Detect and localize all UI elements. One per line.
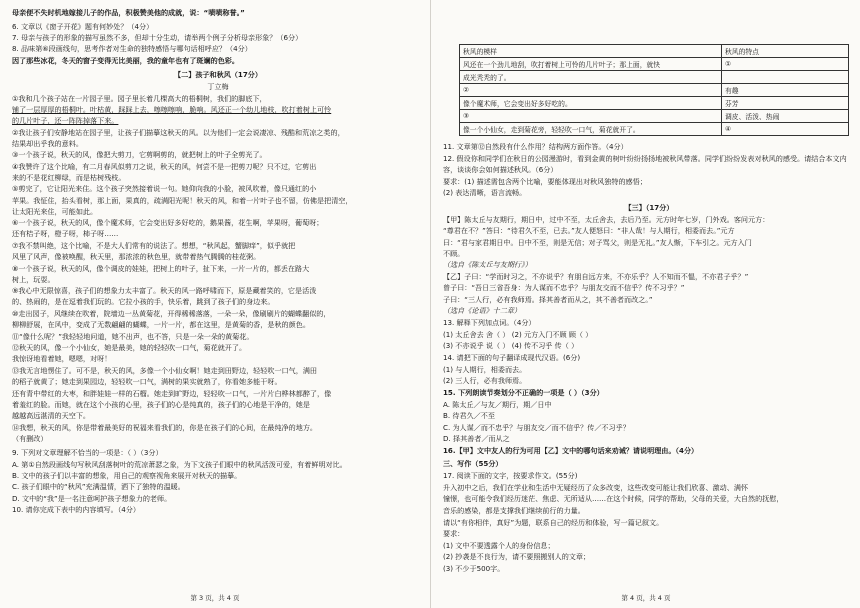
- text-line: 柳柳舒展，在风中，变成了无数翩翩的蝴蝶，一片一片，都在这里，是黄菊的香，是秋的颜色。: [12, 320, 310, 329]
- text-line: ⑩走出园子，风继续在吹着，院墙边一丛黄菊花，开得稀稀落落，一朵一朵，像刷刷片的蝴蝶翻似的，: [12, 309, 331, 318]
- text-line: C. 为人谋／而不忠乎？与朋友交／而不信乎？传／不习乎？: [443, 423, 630, 432]
- text-line: ④我赞许了这个比喻，有二月春风似剪刀之说，秋天的风，何尝不是一把剪刀呢？只不过，它剪出: [12, 162, 317, 171]
- text-line: 丁立梅: [207, 82, 229, 91]
- text-line: 【二】孩子和秋风（17分）: [174, 70, 262, 79]
- text-line: 11. 文章第⑫自然段有什么作用？结构两方面作答。（4分）: [443, 142, 628, 151]
- text-line: ⑪“像什么呢？”我轻轻地问道，她不出声，也不答，只是一朵一朵的黄菊花。: [12, 332, 254, 341]
- text-line: (2) 三人行，必有我师焉。: [443, 376, 527, 385]
- text-line: 憧憬，也可能令我们经历迷茫、焦虑、无所适从……在这个时候，同学的帮助，父母的关爱，大自然的抚慰，: [443, 494, 784, 503]
- text-line: ⑭我想，秋天的风，你是带着最美好的祝福来看我们的，你是在孩子们的心间，在最纯净的地方。: [12, 423, 318, 432]
- text-line: 12. 假设你和同学们在秋日的公园漫游时，看到金黄的树叶纷纷扬扬地被秋风带落。同学们纷纷发表对秋风的感受。请结合本文内: [443, 154, 847, 163]
- text-line: 曰：“君与家君期日中。日中不至，则是无信；对子骂父，则是无礼。”友人惭，下车引之。元方入门: [443, 238, 752, 247]
- text-line: （选自《陈太丘与友期行》）: [443, 260, 532, 269]
- text-line: 请以“有你相伴，真好”为题，联系自己的经历和体验，写一篇记叙文。: [443, 518, 664, 527]
- text-line: 不顾。: [443, 249, 465, 258]
- text-line: 【乙】子曰：“学而时习之，不亦说乎？有朋自远方来，不亦乐乎？人不知而不愠，不亦君子乎？”: [443, 272, 749, 281]
- text-line: 升入初中之后，我们在学业和生活中无疑经历了众多改变，这些改变可能让我们欣喜、激动、满怀: [443, 483, 749, 492]
- page-footer-left: 第 3 页，共 4 页: [190, 594, 240, 602]
- text-line: B. 待君久／不至: [443, 411, 495, 420]
- text-line: B. 文中的孩子们以丰富的想象，用自己的观察视角来展开对秋天的描摹。: [12, 471, 242, 480]
- text-line: 让太阳光来住，可能如此。: [12, 207, 98, 216]
- text-line: ⑥一个孩子说，秋天的风，像个魔术师，它会变出好多好吃的，鹅果酱，花生啊，苹果呀，葡萄呀；: [12, 218, 324, 227]
- text-line: 三、写作（55分）: [443, 459, 503, 468]
- exam-page-right: [430, 0, 860, 608]
- text-line: 15. 下列朗读节奏划分不正确的一项是（ ）（3分）: [443, 388, 604, 397]
- text-line: 【甲】陈太丘与友期行，期日中，过中不至，太丘舍去，去后乃至。元方时年七岁，门外戏。客问元方：: [443, 215, 770, 224]
- text-line: (3) 不少于500字。: [443, 564, 505, 573]
- table-cell: 调皮、活泼、热闹: [722, 110, 849, 123]
- text-line: C. 孩子们眼中的“秋风”充满温情，洒下了独特的温暖。: [12, 482, 185, 491]
- table-cell: 像个魔术师，它会变出好多好吃的。: [460, 97, 722, 110]
- text-line: D. 文中的“我”是一名注意呵护孩子想象力的老师。: [12, 494, 172, 503]
- text-line: 17. 阅读下面的文字，按要求作文。(55分): [443, 471, 578, 480]
- text-line: 因了那些冰花，冬天的窗子变得无比美丽，我的童年也有了斑斓的色彩。: [12, 56, 239, 65]
- text-line: 母亲便不失时机地嫁接儿子的作品，积极赞美他的成就，说：“啧啧称誉。”: [12, 8, 245, 17]
- text-line: 来的不是花红柳绿，而是枯树残枝。: [12, 173, 126, 182]
- text-line: （选自《论语》十二章）: [443, 306, 522, 315]
- text-line: ⑨我心中无限惊喜，孩子们的想象力太丰富了。秋天的风一路呼啸而下，原是藏着笑的，它是活泼: [12, 286, 317, 295]
- table-header-cell: 秋风的模样: [460, 45, 722, 58]
- text-line: ⑬我无言地愣住了。可不是，秋天的风，多像一个小仙女啊！她走到田野边，轻轻吹一口气，满田: [12, 366, 318, 375]
- table-cell: 像一个小仙女，走到菊花旁，轻轻吹一口气，菊花就开了。: [460, 123, 722, 136]
- text-line: 结果却出乎我的意料。: [12, 139, 83, 148]
- text-line: （有删改）: [12, 434, 48, 443]
- table-header-cell: 秋风的特点: [722, 45, 849, 58]
- text-line: 14. 请把下面的句子翻译成现代汉语。(6分): [443, 353, 581, 362]
- text-line: 【三】（17分）: [624, 203, 674, 212]
- text-line: 音乐的感染，都是支撑我们继续前行的力量。: [443, 506, 585, 515]
- text-line: 的稻子就黄了；她走到果园边，轻轻吹一口气，满树的果实就熟了，你看她多能干呀。: [12, 377, 282, 386]
- text-line: (1) 与人期行，相委而去。: [443, 365, 527, 374]
- text-line: D. 择其善者／而从之: [443, 434, 510, 443]
- text-line: ⑤剪完了，它让阳光来住。这个孩子突然接着说一句。她仰向我的小脸，被风吹着，像只通红的小: [12, 184, 317, 193]
- page-footer-right: 第 4 页，共 4 页: [621, 594, 671, 602]
- text-line: 13. 解释下列加点词。（4分）: [443, 318, 536, 327]
- text-line: 7. 母亲与孩子的形象的描写虽然不多，但却十分生动，请举两个例子分析母亲形象？（6分）: [12, 33, 303, 42]
- text-line: 容，谈谈你会如何描述秋风。（6分）: [443, 165, 558, 174]
- text-line: 的、热闹的，是在逗着我们玩的。它拉小孩的手，快乐着，跳到了孩子们的身边来。: [12, 297, 275, 306]
- text-line: 铺了一层厚厚的梧桐叶。叶枯黄，踩踩上去，嚓嚓嚓响，脆响。风还正一个幼儿地枝，吹打着树上可怜: [12, 105, 332, 114]
- text-line: “尊君在不？”答曰：“待君久不至，已去。”友人便怒曰：“非人哉！与人期行，相委而去。”元方: [443, 226, 735, 235]
- text-line: 苹果。我怔住，抬头看树，那上面，果真的，疏满阳光呢！秋天的风，和着一片叶子也不留，仿佛是把清空，: [12, 196, 353, 205]
- text-line: ①我和几个孩子站在一片园子里。园子里长着几棵高大的梧桐树，我们的脚底下，: [12, 94, 267, 103]
- text-line: (2) 抄袭是不良行为，请不要照搬别人的文章；: [443, 552, 591, 561]
- text-line: 子曰：“三人行，必有我师焉。择其善者而从之，其不善者而改之。”: [443, 295, 653, 304]
- text-line: A. 陈太丘／与友／期行，期／日中: [443, 400, 552, 409]
- text-line: 8. 品味第⑥段画线句，思考作者对生命的独特感悟与哪句话相呼应？（4分）: [12, 44, 252, 53]
- text-line: ②我让孩子们安静地站在园子里，让孩子们描摹这秋天的风。以为他们一定会说凄凉、残酷和荒凉之类的，: [12, 128, 345, 137]
- text-line: ③一个孩子说，秋天的风，像把大剪刀，它剪啊剪的，就把树上的叶子全剪光了。: [12, 150, 267, 159]
- table-cell: ③: [460, 110, 722, 123]
- text-line: ⑧一个孩子说，秋天的风，像个调皮的娃娃，把树上的叶子，扯下来，一片一片的，都丢在路大: [12, 264, 310, 273]
- text-line: ⑫秋天的风，像一个小仙女，她是最美，她的轻轻吹一口气，菊花就开了。: [12, 343, 247, 352]
- text-line: 的几片叶子，还一阵阵掉落下来。: [12, 116, 119, 125]
- text-line: (3) 不亦说乎 说（ ） (4) 传不习乎 传（ ）: [443, 341, 579, 350]
- text-line: 还有青中带红的大枣，和胖娃娃一样的石榴。她走到旷野边，轻轻吹一口气，一片片白桦林都醉了，像: [12, 389, 332, 398]
- table-cell: ①: [722, 58, 849, 71]
- text-line: 9. 下列对文章理解不恰当的一项是：（ ）（3分）: [12, 448, 163, 457]
- text-line: 要求：(1) 描述需包含两个比喻，要能体现出对秋风独特的感悟；: [443, 177, 647, 186]
- table-cell: 成光秃秃的了。: [460, 71, 722, 84]
- text-line: (1) 文中不要透露个人的身份信息；: [443, 541, 555, 550]
- text-line: 我惊讶地看着她，嗯嗯，对呀！: [12, 354, 112, 363]
- text-line: ⑦我不禁叫绝，这个比喻，不是大人们常有的说法了。想想，“秋风起，蟹脚痒”，似乎就把: [12, 241, 296, 250]
- table-cell: 芬芳: [722, 97, 849, 110]
- table-cell: ④: [722, 123, 849, 136]
- text-line: 还有桔子呀，橙子呀，柿子呀……: [12, 229, 119, 238]
- right-page-text: [431, 0, 860, 608]
- text-line: 6. 文章以《窗子开花》题有何妙处？（4分）: [12, 22, 154, 31]
- text-line: A. 第①自然段画线句写秋风刮落树叶的荒凉萧瑟之象，为下文孩子们眼中的秋风活泼可爱，有着鲜明对比。: [12, 460, 347, 469]
- text-line: 越越高远湛清的天空下。: [12, 411, 91, 420]
- text-line: (1) 太丘舍去 舍（ ） (2) 元方入门不顾 顾（ ）: [443, 330, 593, 339]
- text-line: 树上，玩耍。: [12, 275, 55, 284]
- text-line: 要求：: [443, 529, 465, 538]
- text-line: 10. 请你完成下表中的内容填写。（4分）: [12, 505, 140, 514]
- table-cell: ②: [460, 84, 722, 97]
- table-cell: 风还在一个劲儿地刮，吹打着树上可怜的几片叶子；那上面，就快: [460, 58, 722, 71]
- text-line: 风里了风声，像被唤醒，秋天里，那浓浓的秋色里，就带着热气腾腾的桂花粥。: [12, 252, 261, 261]
- text-line: 16.【甲】文中友人的行为可用【乙】文中的哪句话来劝诫？请说明理由。（4分）: [443, 446, 699, 455]
- text-line: 着羞红的脸。而她，就在这个小孩的心里，孩子们的心是纯真的，孩子们的心地是干净的，她是: [12, 400, 310, 409]
- table-cell: 有趣: [722, 84, 849, 97]
- text-line: 曾子曰：“吾日三省吾身：为人谋而不忠乎？与朋友交而不信乎？传不习乎？”: [443, 283, 685, 292]
- text-line: (2) 表达清晰，语言流畅。: [443, 188, 527, 197]
